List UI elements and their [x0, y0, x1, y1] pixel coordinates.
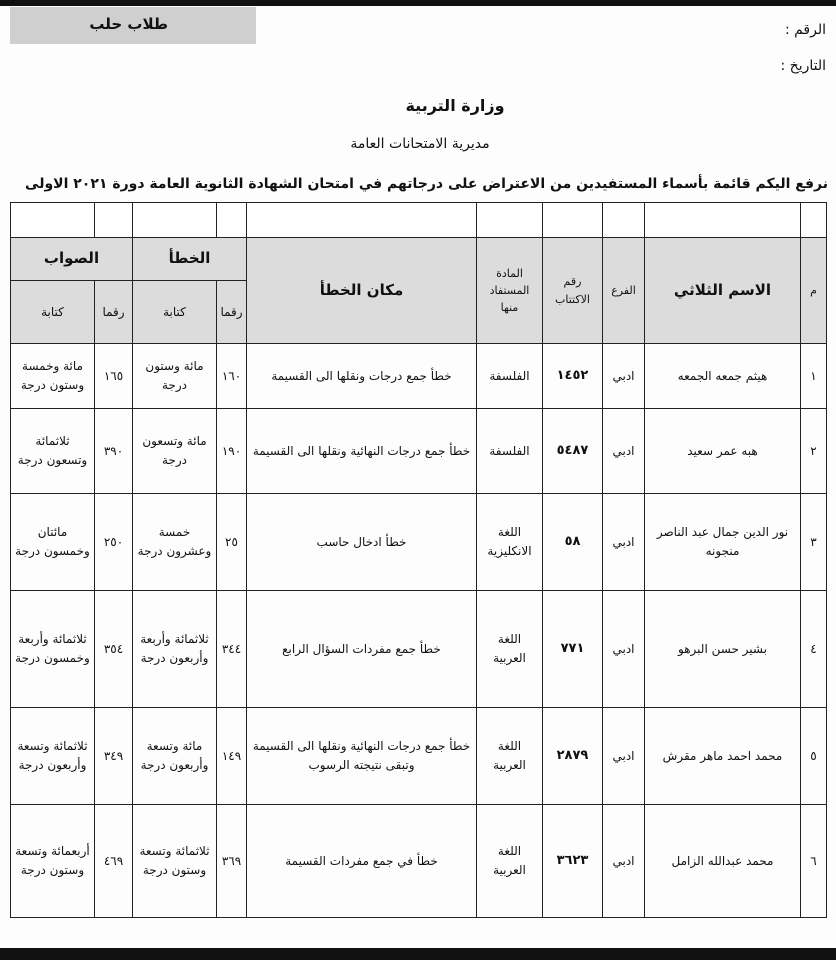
cell-correct-digits: ٣٤٩	[95, 708, 133, 805]
cell-correct-words: ثلاثمائة وأربعة وخمسون درجة	[11, 591, 95, 708]
table-row	[11, 805, 827, 918]
table-row	[11, 708, 827, 805]
header-correct-words: كتابة	[11, 281, 95, 344]
cell-branch: ادبي	[603, 344, 645, 409]
table-row	[11, 344, 827, 409]
table-row	[11, 494, 827, 591]
cell-wrong-digits: ٣٦٩	[217, 805, 247, 918]
table-row	[11, 591, 827, 708]
cell-correct-words: ثلاثمائة وتسعة وأربعون درجة	[11, 708, 95, 805]
cell-location: خطأ جمع درجات النهائية ونقلها الى القسيمة وتبقى نتيجته الرسوب	[247, 708, 477, 805]
header-wrong-words: كتابة	[133, 281, 217, 344]
cell-number: ٢٨٧٩	[543, 708, 603, 805]
cell-location: خطأ ادخال حاسب	[247, 494, 477, 591]
cell-wrong-words: مائة وتسعة وأربعون درجة	[133, 708, 217, 805]
cell-wrong-words: مائة وستون درجة	[133, 344, 217, 409]
cell-subject: اللغة العربية	[477, 591, 543, 708]
cell-wrong-digits: ١٩٠	[217, 409, 247, 494]
cell-wrong-words: ثلاثمائة وأربعة وأربعون درجة	[133, 591, 217, 708]
cell-wrong-digits: ١٦٠	[217, 344, 247, 409]
results-table	[10, 202, 827, 918]
cell-wrong-digits: ١٤٩	[217, 708, 247, 805]
cell-subject: الفلسفة	[477, 409, 543, 494]
cell-index: ٤	[801, 591, 827, 708]
header-branch: الفرع	[603, 238, 645, 344]
cell-wrong-digits: ٢٥	[217, 494, 247, 591]
cell-subject: اللغة الانكليزية	[477, 494, 543, 591]
header-number: رقم الاكتتاب	[543, 238, 603, 344]
header-wrong-digits: رقما	[217, 281, 247, 344]
cell-branch: ادبي	[603, 591, 645, 708]
cell-index: ٣	[801, 494, 827, 591]
bottom-border	[0, 948, 836, 960]
cell-correct-digits: ٣٩٠	[95, 409, 133, 494]
cell-correct-words: أربعمائة وتسعة وستون درجة	[11, 805, 95, 918]
cell-name: محمد احمد ماهر مقرش	[645, 708, 801, 805]
cell-name: محمد عبدالله الزامل	[645, 805, 801, 918]
cell-subject: الفلسفة	[477, 344, 543, 409]
cell-correct-digits: ٢٥٠	[95, 494, 133, 591]
header-wrong: الخطأ	[133, 238, 247, 281]
cell-subject: اللغة العربية	[477, 805, 543, 918]
date-label: التاريخ :	[780, 58, 826, 74]
cell-correct-digits: ٤٦٩	[95, 805, 133, 918]
top-border	[0, 0, 836, 6]
cell-number: ١٤٥٢	[543, 344, 603, 409]
cell-branch: ادبي	[603, 494, 645, 591]
cell-index: ١	[801, 344, 827, 409]
ministry-title: وزارة التربية	[405, 96, 505, 115]
cell-correct-words: ثلاثمائة وتسعون درجة	[11, 409, 95, 494]
table-row	[11, 409, 827, 494]
directorate-title: مديرية الامتحانات العامة	[350, 136, 490, 152]
header-index: م	[801, 238, 827, 344]
cell-wrong-words: خمسة وعشرون درجة	[133, 494, 217, 591]
cell-branch: ادبي	[603, 409, 645, 494]
cell-wrong-words: ثلاثمائة وتسعة وستون درجة	[133, 805, 217, 918]
cell-index: ٢	[801, 409, 827, 494]
header-name: الاسم الثلاثي	[645, 238, 801, 344]
cell-branch: ادبي	[603, 708, 645, 805]
header-correct: الصواب	[11, 238, 133, 281]
header-tag: طلاب حلب	[10, 7, 256, 44]
cell-subject: اللغة العربية	[477, 708, 543, 805]
cell-name: هبه عمر سعيد	[645, 409, 801, 494]
cell-branch: ادبي	[603, 805, 645, 918]
cell-number: ٥٨	[543, 494, 603, 591]
header-correct-digits: رقما	[95, 281, 133, 344]
cell-correct-digits: ٣٥٤	[95, 591, 133, 708]
cell-location: خطأ جمع درجات النهائية ونقلها الى القسيمة	[247, 409, 477, 494]
cell-wrong-digits: ٣٤٤	[217, 591, 247, 708]
reference-label: الرقم :	[784, 22, 826, 38]
cell-location: خطأ في جمع مفردات القسيمة	[247, 805, 477, 918]
header-location: مكان الخطأ	[247, 238, 477, 344]
header-row-groups	[11, 238, 827, 281]
cell-index: ٦	[801, 805, 827, 918]
cell-correct-words: مائة وخمسة وستون درجة	[11, 344, 95, 409]
cell-number: ٣٦٢٣	[543, 805, 603, 918]
cell-wrong-words: مائة وتسعون درجة	[133, 409, 217, 494]
header-subject: المادة المستفاد منها	[477, 238, 543, 344]
cell-correct-digits: ١٦٥	[95, 344, 133, 409]
cell-number: ٧٧١	[543, 591, 603, 708]
cell-index: ٥	[801, 708, 827, 805]
cell-name: هيثم جمعه الجمعه	[645, 344, 801, 409]
cell-location: خطأ جمع درجات ونقلها الى القسيمة	[247, 344, 477, 409]
cell-location: خطأ جمع مفردات السؤال الرابع	[247, 591, 477, 708]
cell-name: بشير حسن البرهو	[645, 591, 801, 708]
cell-correct-words: مائتان وخمسون درجة	[11, 494, 95, 591]
intro-text: نرفع اليكم قائمة بأسماء المستفيدين من الاعتراض على درجاتهم في امتحان الشهادة الثانوية العامة دورة ٢٠٢١ الاولى	[25, 176, 828, 192]
blank-row	[11, 203, 827, 238]
cell-name: نور الدين جمال عبد الناصر منجونه	[645, 494, 801, 591]
cell-number: ٥٤٨٧	[543, 409, 603, 494]
